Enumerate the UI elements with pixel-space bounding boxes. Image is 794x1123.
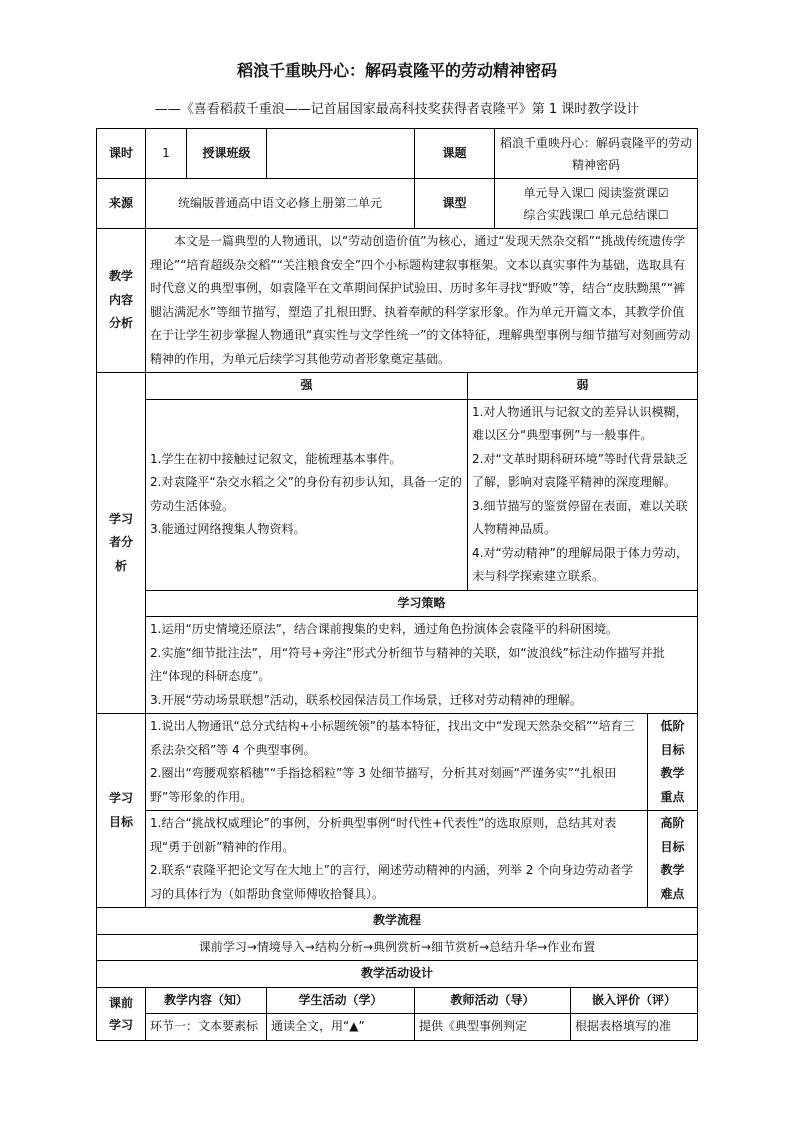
activity-eval-cell: 根据表格填写的准 — [571, 1014, 698, 1041]
document-title: 稻浪千重映丹心：解码袁隆平的劳动精神密码 — [236, 61, 557, 80]
lesson-plan-table — [96, 128, 698, 1041]
source-label: 来源 — [97, 179, 146, 229]
flow-text: 课前学习→情境导入→结构分析→典例赏析→细节赏析→总结升华→作业布置 — [97, 934, 698, 961]
activity-header: 教学活动设计 — [97, 961, 698, 988]
learner-analysis-label: 学习者分析 — [97, 373, 146, 714]
col-content-header: 教学内容（知） — [146, 987, 267, 1014]
col-student-header: 学生活动（学） — [267, 987, 415, 1014]
class-label: 授课班级 — [187, 129, 267, 179]
strategy-text: 1.运用“历史情境还原法”，结合课前搜集的史料，通过角色扮演体会袁隆平的科研困境。 2.实施“细节批注法”，用“符号+旁注”形式分析细节与精神的关联，如“波浪线”标注动作描写并批注“体现的科研态度”。 3.开展“劳动场景联想”活动，联系校园保洁员工作场景，迁移对劳动精神的理解。 — [146, 617, 698, 714]
content-analysis-label: 教学内容分析 — [97, 229, 146, 373]
document-subtitle: ——《喜看稻菽千重浪——记首届国家最高科技奖获得者袁隆平》第 1 课时教学设计 — [154, 102, 640, 117]
content-analysis-text: 本文是一篇典型的人物通讯，以“劳动创造价值”为核心，通过“发现天然杂交稻”“挑战传统遗传学理论”“培育超级杂交稻”“关注粮食安全”四个小标题构建叙事框架。文本以真实事件为基础，选取具有时代意义的典型事例，如袁隆平在文革期间保护试验田、历时多年寻找“野败”等，结合“皮肤黝黑”“裤腿沾满泥水”等细节描写，塑造了扎根田野、执着奉献的科学家形象。作为单元开篇文本，其教学价值在于让学生初步掌握人物通讯“真实性与文学性统一”的文体特征，理解典型事例与细节描写对刻画劳动精神的作用，为单元后续学习其他劳动者形象奠定基础。 — [146, 229, 698, 373]
basic-objectives-text: 1.说出人物通讯“总分式结构+小标题统领”的基本特征，找出文中“发现天然杂交稻”“培育三系法杂交稻”等 4 个典型事例。 2.圈出“弯腰观察稻穗”“手指捻稻粒”等 3 处细节描写，分析其对刻画“严谨务实”“扎根田野”等形象的作用。 — [146, 714, 648, 811]
topic-value: 稻浪千重映丹心：解码袁隆平的劳动精神密码 — [495, 129, 698, 179]
type-value — [495, 179, 698, 229]
lesson-value: 1 — [146, 129, 187, 179]
col-teacher-header: 教师活动（导） — [415, 987, 571, 1014]
type-label: 课型 — [415, 179, 495, 229]
pre-class-label: 课前学习 — [97, 987, 146, 1040]
weak-header: 弱 — [468, 373, 698, 400]
type-line-2: 综合实践课☐ 单元总结课☐ — [523, 207, 669, 222]
strong-header: 强 — [146, 373, 468, 400]
strategy-header: 学习策略 — [146, 590, 698, 617]
weak-text: 1.对人物通讯与记叙文的差异认识模糊，难以区分“典型事例”与一般事件。 2.对“文革时期科研环境”等时代背景缺乏了解，影响对袁隆平精神的深度理解。 3.细节描写的鉴赏停留在表面，难以关联人物精神品质。 4.对“劳动精神”的理解局限于体力劳动，未与科学探索建立联系。 — [468, 399, 698, 590]
advanced-objectives-text: 1.结合“挑战权威理论”的事例，分析典型事例“时代性+代表性”的选取原则，总结其对表现“勇于创新”精神的作用。 2.联系“袁隆平把论文写在大地上”的言行，阐述劳动精神的内涵，列举 2 个向身边劳动者学习的具体行为（如帮助食堂师傅收拾餐具）。 — [146, 811, 648, 908]
activity-teacher-cell: 提供《典型事例判定 — [415, 1014, 571, 1041]
activity-content-cell: 环节一：文本要素标 — [146, 1014, 267, 1041]
class-value — [267, 129, 415, 179]
source-value: 统编版普通高中语文必修上册第二单元 — [146, 179, 415, 229]
col-eval-header: 嵌入评价（评） — [571, 987, 698, 1014]
strong-text: 1.学生在初中接触过记叙文，能梳理基本事件。 2.对袁隆平“杂交水稻之父”的身份有初步认知，具备一定的劳动生活体验。 3.能通过网络搜集人物资料。 — [146, 399, 468, 590]
objectives-label: 学习目标 — [97, 714, 146, 908]
advanced-objectives-tag: 高阶 目标 教学 难点 — [648, 811, 698, 908]
basic-objectives-tag: 低阶 目标 教学 重点 — [648, 714, 698, 811]
lesson-label: 课时 — [97, 129, 146, 179]
type-line-1: 单元导入课☐ 阅读鉴赏课☑ — [523, 185, 669, 200]
topic-label: 课题 — [415, 129, 495, 179]
activity-student-cell: 通读全文，用“▲” — [267, 1014, 415, 1041]
flow-header: 教学流程 — [97, 908, 698, 935]
